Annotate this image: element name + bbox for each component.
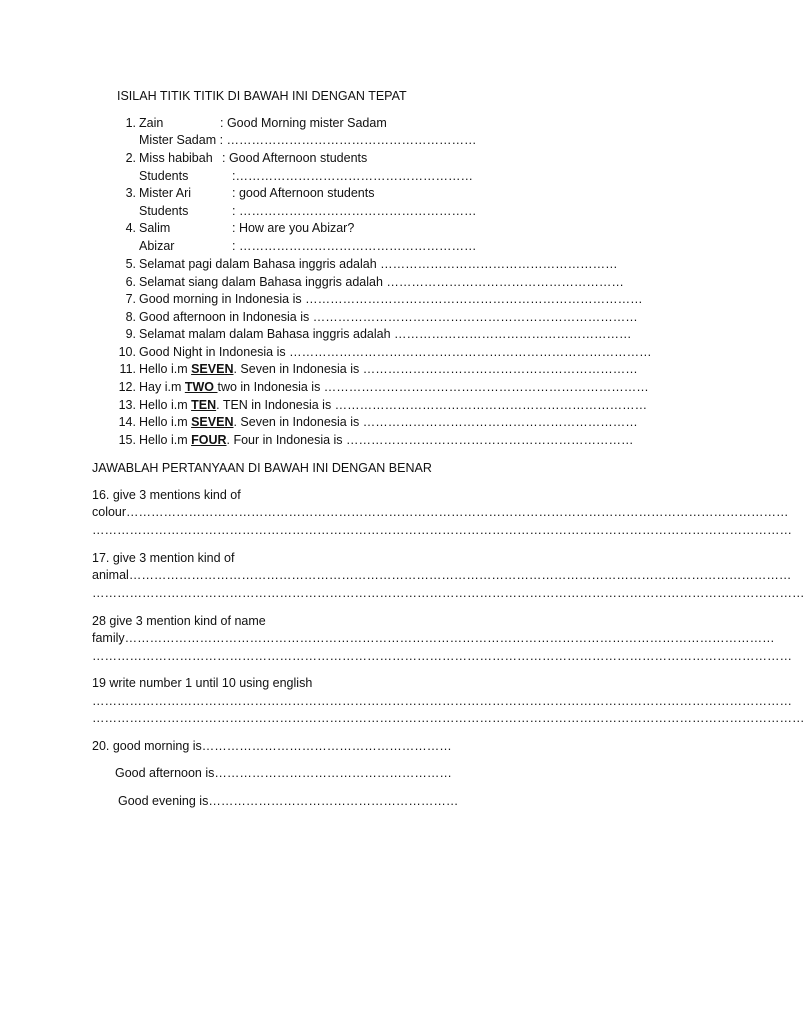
answer-line: animal…………………………………………………………………………………………………………………………………………… [92, 568, 792, 582]
section1-heading: ISILAH TITIK TITIK DI BAWAH INI DENGAN TEPAT [117, 89, 407, 103]
question-19: 19 write number 1 until 10 using english [92, 676, 313, 690]
item-text [139, 398, 647, 412]
item-number: 12. [118, 380, 136, 394]
item-prefix: Hello i.m [139, 362, 192, 376]
answer-line: Good afternoon is………………………………………………… [115, 766, 452, 780]
item-number: 5. [125, 257, 136, 271]
item-suffix: . Seven in Indonesia is ………………………………………………………… [233, 362, 638, 376]
item-text: : How are you Abizar? [232, 221, 355, 235]
answer-line: Mister Sadam : …………………………………………………… [139, 133, 477, 147]
item-number: 11. [119, 362, 136, 376]
item-number: 1. [125, 116, 136, 130]
item-number: 13. [118, 398, 136, 412]
item-prefix: Hello i.m [139, 415, 192, 429]
item-speaker: Zain [139, 116, 164, 130]
item-text: Selamat pagi dalam Bahasa inggris adalah ………………………………………………… [139, 257, 618, 271]
question-28: 28 give 3 mention kind of name [92, 614, 266, 628]
item-suffix: two in Indonesia is …………………………………………………………………… [217, 380, 649, 394]
number-word: FOUR [191, 433, 227, 447]
item-number: 14. [118, 415, 136, 429]
item-speaker: Miss habibah [139, 151, 213, 165]
item-speaker: Students [139, 169, 189, 183]
answer-line: …………………………………………………………………………………………………………………………………………………… [92, 523, 792, 537]
item-prefix: Hello i.m [139, 398, 192, 412]
item-text: Good Night in Indonesia is …………………………………………………………………………… [139, 345, 652, 359]
item-speaker: Abizar [139, 239, 175, 253]
item-prefix: Hello i.m [139, 433, 192, 447]
number-word: SEVEN [191, 362, 234, 376]
item-text: Good morning in Indonesia is ……………………………………………………………………… [139, 292, 643, 306]
item-text: : good Afternoon students [232, 186, 375, 200]
question-17: 17. give 3 mention kind of [92, 551, 235, 565]
item-number: 4. [125, 221, 136, 235]
item-text [139, 433, 634, 447]
item-text: Good afternoon in Indonesia is …………………………………………………………………… [139, 310, 638, 324]
item-text: Selamat malam dalam Bahasa inggris adalah ………………………………………………… [139, 327, 632, 341]
item-number: 3. [125, 186, 136, 200]
question-16: 16. give 3 mentions kind of [92, 488, 241, 502]
answer-line: ……………………………………………………………………………………………………………………………………………………… [92, 586, 805, 600]
answer-line: family………………………………………………………………………………………………………………………………………… [92, 631, 775, 645]
item-suffix: . Four in Indonesia is …………………………………………………………… [226, 433, 634, 447]
item-text: : Good Morning mister Sadam [220, 116, 387, 130]
section2-heading: JAWABLAH PERTANYAAN DI BAWAH INI DENGAN BENAR [92, 461, 432, 475]
item-number: 8. [125, 310, 136, 324]
item-text [139, 362, 638, 376]
item-number: 10. [118, 345, 136, 359]
item-text: : Good Afternoon students [222, 151, 368, 165]
answer-line: : ………………………………………………… [232, 204, 477, 218]
answer-line: :………………………………………………… [232, 169, 473, 183]
item-suffix: . Seven in Indonesia is ………………………………………………………… [233, 415, 638, 429]
answer-line: ……………………………………………………………………………………………………………………………………………………… [92, 711, 805, 725]
item-text: Selamat siang dalam Bahasa inggris adalah ………………………………………………… [139, 275, 624, 289]
item-number: 9. [125, 327, 136, 341]
answer-line: …………………………………………………………………………………………………………………………………………………… [92, 649, 792, 663]
item-text [139, 380, 649, 394]
number-word: TWO [184, 380, 218, 394]
answer-line: Good evening is…………………………………………………… [118, 794, 459, 808]
item-text [139, 415, 638, 429]
item-number: 7. [125, 292, 136, 306]
number-word: TEN [191, 398, 217, 412]
item-speaker: Mister Ari [139, 186, 192, 200]
answer-line: : ………………………………………………… [232, 239, 477, 253]
item-speaker: Salim [139, 221, 171, 235]
number-word: SEVEN [191, 415, 234, 429]
answer-line: …………………………………………………………………………………………………………………………………………………… [92, 694, 792, 708]
answer-line: colour…………………………………………………………………………………………………………………………………………… [92, 505, 789, 519]
item-number: 15. [118, 433, 136, 447]
item-speaker: Students [139, 204, 189, 218]
item-prefix: Hay i.m [139, 380, 185, 394]
item-suffix: . TEN in Indonesia is ………………………………………………………………… [216, 398, 648, 412]
question-20: 20. good morning is…………………………………………………… [92, 739, 452, 753]
item-number: 2. [125, 151, 136, 165]
item-number: 6. [125, 275, 136, 289]
